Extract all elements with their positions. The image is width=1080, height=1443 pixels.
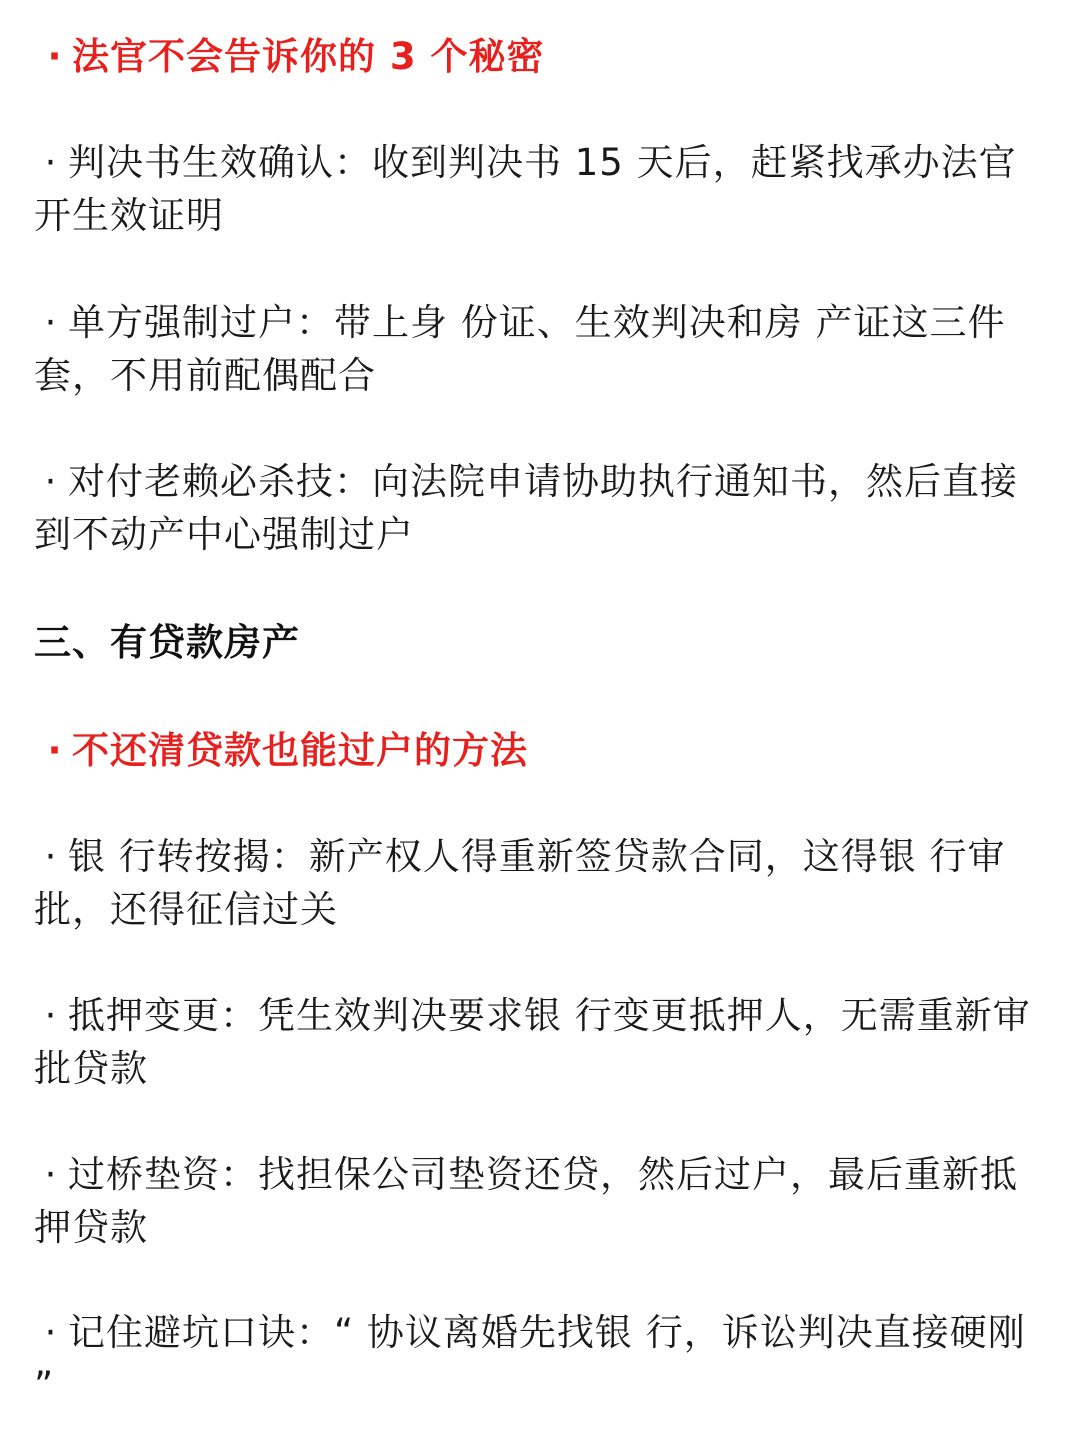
list-item-text: 银 行转按揭：新产权人得重新签贷款合同，这得银 行审批，还得征信过关 [34, 835, 1006, 931]
list-item [34, 989, 1040, 1095]
section2-highlight [38, 30, 1040, 83]
highlight-text: 法官不会告诉你的 3 个秘密 [72, 35, 545, 78]
bullet-icon: · [44, 141, 58, 184]
list-item-text: 对付老赖必杀技：向法院申请协助执行通知书，然后直接到不动产中心强制过户 [34, 460, 1018, 556]
highlight-text: 不还清贷款也能过户的方法 [72, 729, 528, 772]
section3-highlight [38, 724, 1040, 777]
bullet-icon: · [44, 994, 58, 1037]
list-item [34, 136, 1040, 242]
list-item-text: 单方强制过户：带上身 份证、生效判决和房 产证这三件套，不用前配偶配合 [34, 301, 1006, 397]
list-item [34, 830, 1040, 936]
list-item-text: 抵押变更：凭生效判决要求银 行变更抵押人，无需重新审批贷款 [34, 994, 1031, 1090]
bullet-icon: · [47, 35, 63, 78]
bullet-icon: · [47, 729, 63, 772]
list-item [34, 296, 1040, 402]
bullet-icon: · [44, 301, 58, 344]
bullet-icon: · [44, 460, 58, 503]
list-item [34, 455, 1040, 561]
list-item [34, 1306, 1040, 1412]
bullet-icon: · [44, 835, 58, 878]
bullet-icon: · [44, 1311, 58, 1354]
list-item-text: 记住避坑口诀：“ 协议离婚先找银 行，诉讼判决直接硬刚 ” [34, 1311, 1026, 1407]
list-item [34, 1148, 1040, 1254]
section-heading: 三、有贷款房产 [34, 621, 300, 664]
list-item-text: 过桥垫资：找担保公司垫资还贷，然后过户，最后重新抵押贷款 [34, 1153, 1018, 1249]
list-item-text: 判决书生效确认：收到判决书 15 天后，赶紧找承办法官开生效证明 [34, 141, 1017, 237]
bullet-icon: · [44, 1153, 58, 1196]
